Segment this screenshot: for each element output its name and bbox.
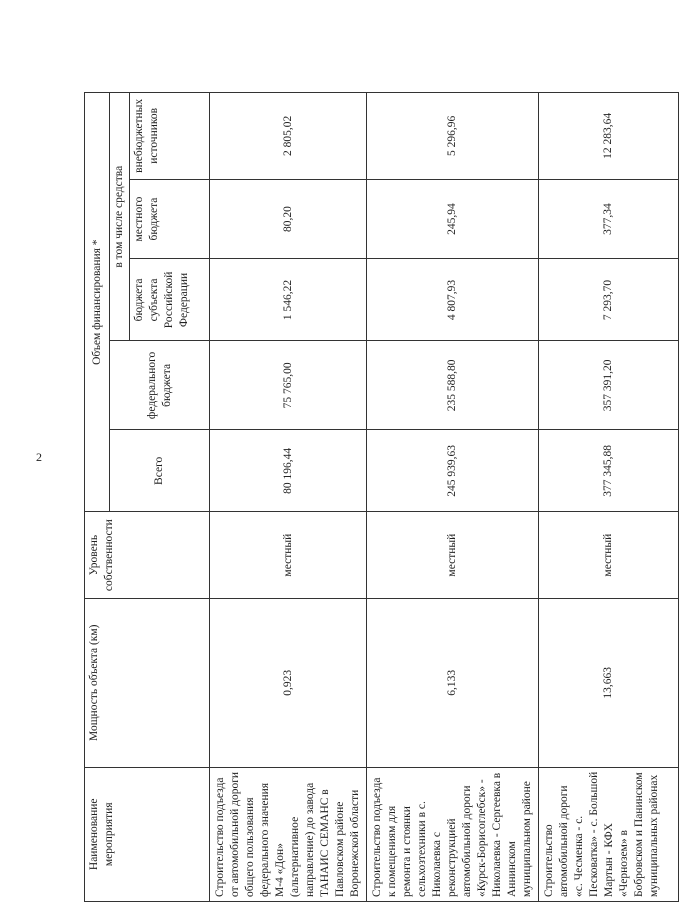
header-extra: внебюджетных источников xyxy=(130,93,210,180)
row-2-capacity: 6,133 xyxy=(367,598,539,767)
rotated-table-container xyxy=(84,92,660,902)
row-2-name: Строительство подъезда к помещениям для ремонта и стоянки сельхозтехники в с. Николаевка с реконструкцией автомобильной дороги «Курск-Борисоглебск» - Николаевка - Сергеевка в Аннинском муниципальном районе xyxy=(367,767,539,901)
row-2-extra: 5 296,96 xyxy=(367,93,539,180)
row-1-total: 80 196,44 xyxy=(210,430,367,512)
header-local: местного бюджета xyxy=(130,179,210,259)
header-federal: федерального бюджета xyxy=(110,341,210,430)
row-3-level: местный xyxy=(539,512,679,599)
row-2-level: местный xyxy=(367,512,539,599)
header-including: в том числе средства xyxy=(110,93,130,341)
row-1-capacity: 0,923 xyxy=(210,598,367,767)
page-number: 2 xyxy=(36,450,42,464)
row-2-local: 245,94 xyxy=(367,179,539,259)
row-1-extra: 2 805,02 xyxy=(210,93,367,180)
table-row xyxy=(539,93,679,902)
row-3-name: Строительство автомобильной дороги «с. Чесменка - с. Песковатка» - с. Большой Мартын - КФХ «Чернозем» в Бобровском и Панинском муниципальных районах xyxy=(539,767,679,901)
row-3-capacity: 13,663 xyxy=(539,598,679,767)
header-funding: Объем финансирования * xyxy=(85,93,110,512)
row-3-total: 377 345,88 xyxy=(539,430,679,512)
row-3-federal: 357 391,20 xyxy=(539,341,679,430)
header-capacity: Мощность объекта (км) xyxy=(85,598,210,767)
row-3-extra: 12 283,64 xyxy=(539,93,679,180)
row-1-local: 80,20 xyxy=(210,179,367,259)
header-level: Уровень собственности xyxy=(85,512,210,599)
header-total: Всего xyxy=(110,430,210,512)
row-3-local: 377,34 xyxy=(539,179,679,259)
row-2-federal: 235 588,80 xyxy=(367,341,539,430)
row-3-subject: 7 293,70 xyxy=(539,259,679,341)
row-1-federal: 75 765,00 xyxy=(210,341,367,430)
row-2-subject: 4 807,93 xyxy=(367,259,539,341)
funding-table xyxy=(84,92,679,902)
table-row xyxy=(210,93,367,902)
table-row xyxy=(367,93,539,902)
header-subject: бюджета субъекта Российской Федерации xyxy=(130,259,210,341)
row-1-name: Строительство подъезда от автомобильной дороги общего пользования федерального значения М-4 «Дон» (альтернативное направление) до завода ТАНАИС СЕМАНС в Павловском районе Воронежской области xyxy=(210,767,367,901)
header-name: Наименование мероприятия xyxy=(85,767,210,901)
row-1-subject: 1 546,22 xyxy=(210,259,367,341)
row-2-total: 245 939,63 xyxy=(367,430,539,512)
row-1-level: местный xyxy=(210,512,367,599)
